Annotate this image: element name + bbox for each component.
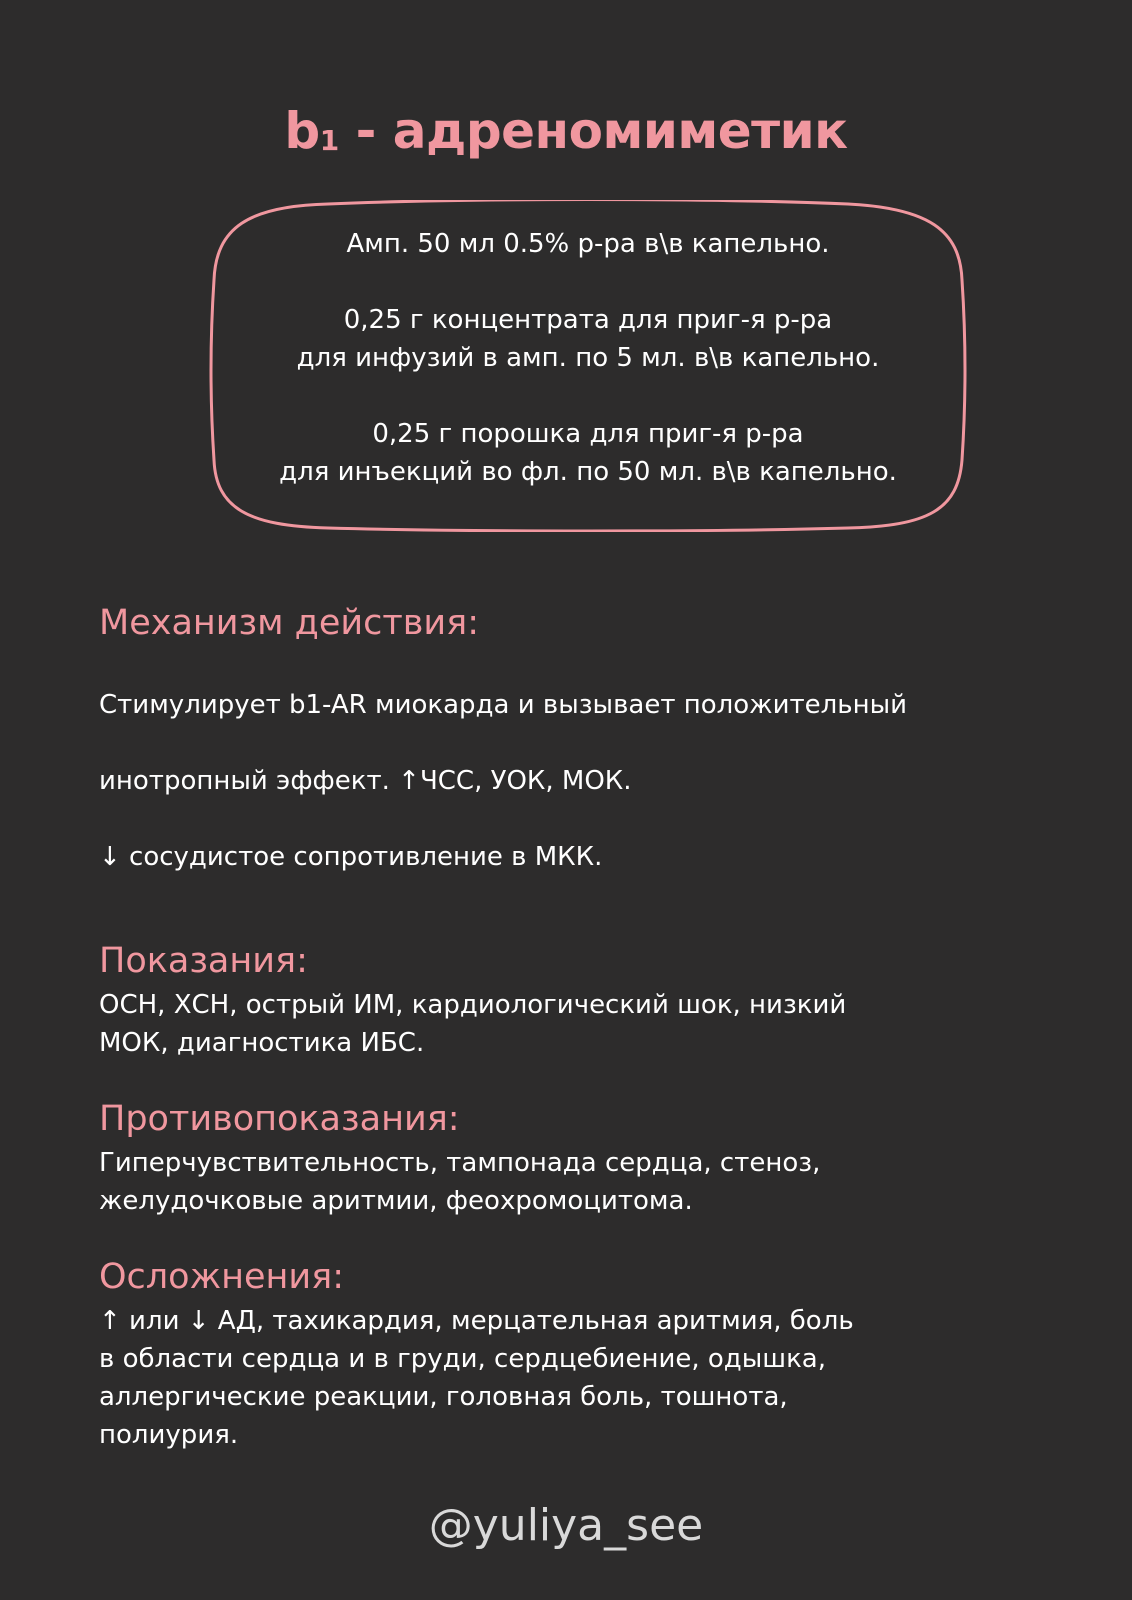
- mechanism-line: инотропный эффект. ↑ЧСС, УОК, МОК.: [99, 766, 632, 796]
- section-complications: [99, 1252, 1059, 1454]
- dosage-text: [208, 225, 968, 491]
- section-body-indications: ОСН, ХСН, острый ИМ, кардиологический шок, низкий МОК, диагностика ИБС.: [99, 990, 847, 1058]
- dosage-item-2: [208, 301, 968, 377]
- section-title-mechanism: Механизм действия:: [99, 603, 479, 643]
- page-title: [0, 96, 1132, 174]
- title-subscript: 1: [319, 124, 339, 157]
- section-body-complications: ↑ или ↓ АД, тахикардия, мерцательная аритмия, боль в области сердца и в груди, сердцебиение, одышка, аллергические реакции, головная боль, тошнота, полиурия.: [99, 1306, 854, 1450]
- section-body-mechanism: [99, 648, 1059, 914]
- dosage-item-1: [208, 225, 968, 263]
- mechanism-line: ↓ сосудистое сопротивление в МКК.: [99, 842, 603, 872]
- dosage-line: для инфузий в амп. по 5 мл. в\в капельно.: [296, 343, 880, 373]
- title-prefix: b: [284, 102, 320, 160]
- section-indications: [99, 936, 1059, 1062]
- info-sections: [99, 598, 1059, 1454]
- dosage-line: 0,25 г порошка для приг-я р-ра: [372, 419, 804, 449]
- dosage-line: Амп. 50 мл 0.5% р-ра в\в капельно.: [346, 229, 830, 259]
- mechanism-line: Стимулирует b1-AR миокарда и вызывает положительный: [99, 690, 908, 720]
- author-handle: @yuliya_see: [428, 1500, 704, 1551]
- section-mechanism: [99, 598, 1059, 914]
- title-rest: - адреномиметик: [338, 102, 848, 160]
- section-contraindications: [99, 1094, 1059, 1220]
- dosage-item-3: [208, 415, 968, 491]
- section-title-complications: Осложнения:: [99, 1257, 344, 1297]
- dosage-box: [208, 200, 968, 532]
- section-title-contraindications: Противопоказания:: [99, 1099, 460, 1139]
- dosage-line: для инъекций во фл. по 50 мл. в\в капельно.: [279, 457, 897, 487]
- section-title-indications: Показания:: [99, 941, 308, 981]
- section-body-contraindications: Гиперчувствительность, тампонада сердца, стеноз, желудочковые аритмии, феохромоцитома.: [99, 1148, 821, 1216]
- dosage-line: 0,25 г концентрата для приг-я р-ра: [343, 305, 833, 335]
